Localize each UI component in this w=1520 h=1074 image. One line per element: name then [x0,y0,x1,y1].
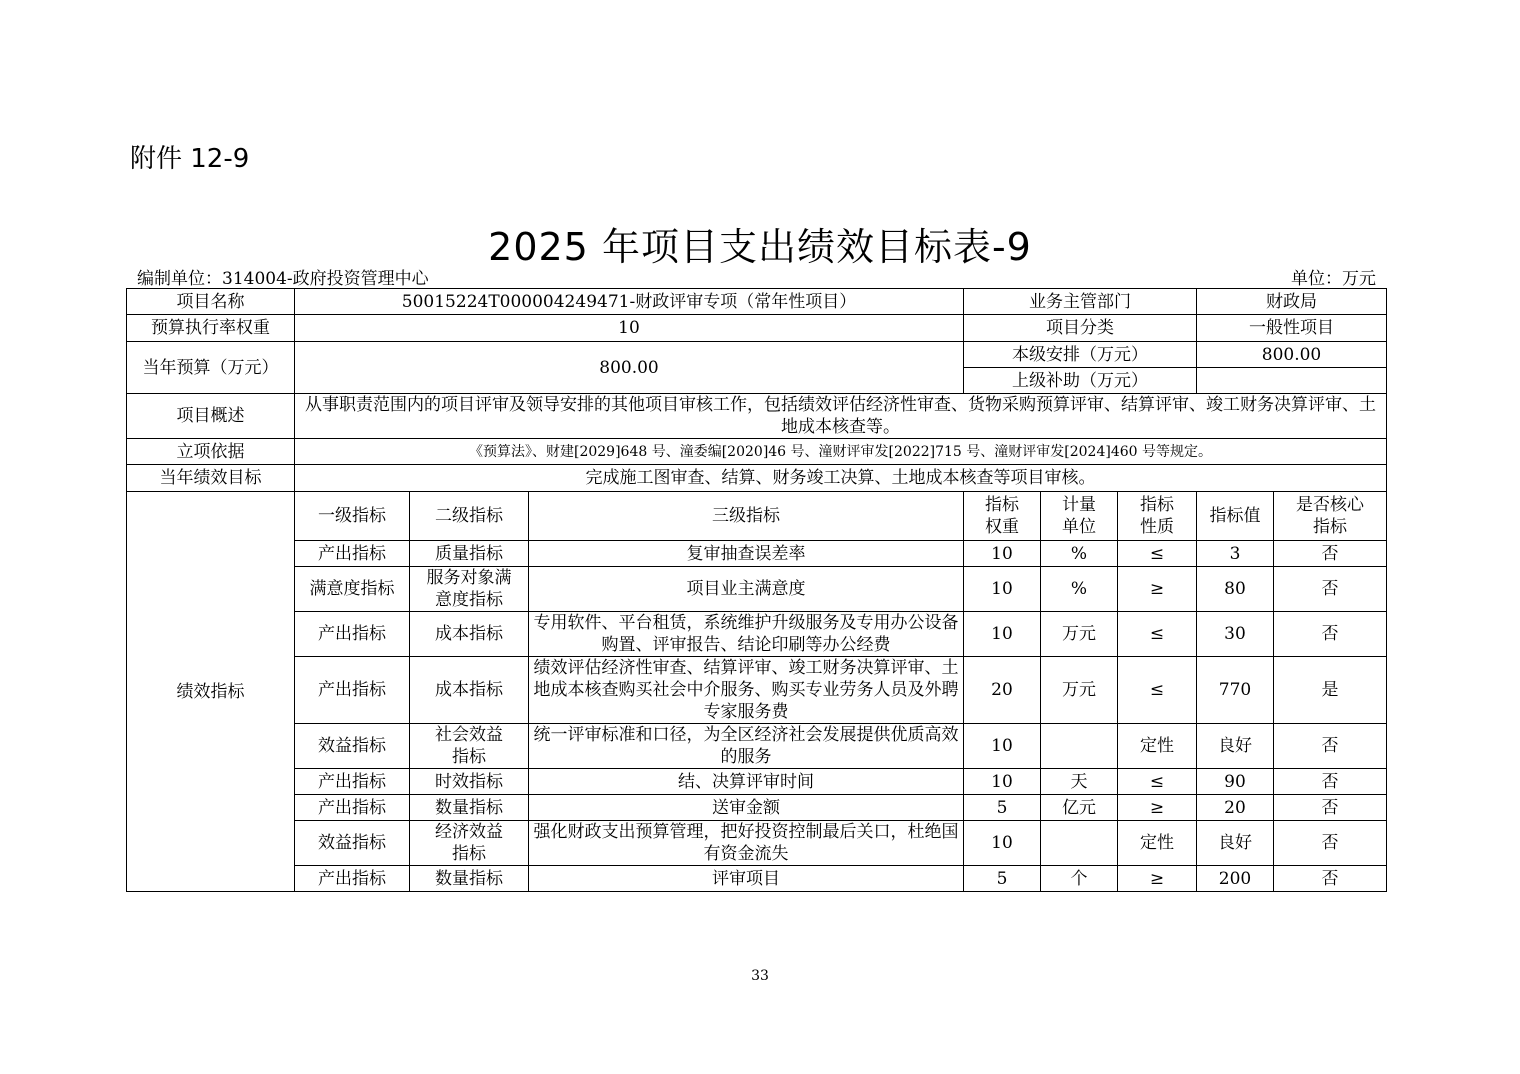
row-l1: 满意度指标 [295,567,410,612]
row-value: 200 [1197,866,1274,892]
upper-label: 上级补助（万元） [964,368,1197,394]
basis-label: 立项依据 [127,439,295,465]
row-l3: 绩效评估经济性审查、结算评审、竣工财务决算评审、土地成本核查购买社会中介服务、购买专业劳务人员及外聘专家服务费 [529,657,964,724]
row-unit: 万元 [1041,612,1118,657]
row-weight: 20 [964,657,1041,724]
dept-label: 业务主管部门 [964,289,1197,315]
row-basis [127,439,1387,465]
dept: 财政局 [1197,289,1387,315]
col-l3: 三级指标 [529,492,964,541]
performance-target-table [126,288,1387,892]
local-label: 本级安排（万元） [964,342,1197,368]
row-value: 80 [1197,567,1274,612]
row-l3: 统一评审标准和口径，为全区经济社会发展提供优质高效的服务 [529,724,964,769]
goal-label: 当年绩效目标 [127,465,295,492]
row-nature: ≥ [1118,795,1197,821]
row-nature: ≤ [1118,769,1197,795]
row-weight: 10 [964,769,1041,795]
budget-value: 800.00 [295,342,964,394]
col-nature [1118,492,1197,541]
category-value: 一般性项目 [1197,315,1387,342]
row-l2: 时效指标 [410,769,529,795]
currency-unit: 单位：万元 [1291,269,1376,289]
col-core-text: 是否核心指标 [1296,495,1364,537]
row-core: 否 [1274,541,1387,567]
row-l2: 数量指标 [410,795,529,821]
row-core: 否 [1274,724,1387,769]
row-l2 [410,567,529,612]
row-weight: 5 [964,795,1041,821]
row-unit: 个 [1041,866,1118,892]
row-l1: 产出指标 [295,541,410,567]
row-value: 30 [1197,612,1274,657]
row-unit: 万元 [1041,657,1118,724]
col-weight-text: 指标权重 [984,495,1019,537]
row-value: 3 [1197,541,1274,567]
row-core: 否 [1274,795,1387,821]
row-core: 否 [1274,567,1387,612]
weight-label: 预算执行率权重 [127,315,295,342]
row-value: 90 [1197,769,1274,795]
row-weight: 5 [964,866,1041,892]
row-project-name [127,289,1387,315]
row-l3: 项目业主满意度 [529,567,964,612]
row-l1: 产出指标 [295,657,410,724]
row-l1: 产出指标 [295,866,410,892]
table-row [127,612,1387,657]
row-l3: 强化财政支出预算管理，把好投资控制最后关口，杜绝国有资金流失 [529,821,964,866]
row-l2 [410,821,529,866]
row-core: 否 [1274,769,1387,795]
compiling-unit: 编制单位：314004-政府投资管理中心 [137,269,429,289]
row-nature: ≤ [1118,657,1197,724]
row-nature: ≥ [1118,567,1197,612]
row-budget [127,342,1387,368]
col-l1: 一级指标 [295,492,410,541]
indicators-section-label: 绩效指标 [127,492,295,892]
table-row [127,541,1387,567]
row-l3: 复审抽查误差率 [529,541,964,567]
col-core [1274,492,1387,541]
weight-value: 10 [295,315,964,342]
row-goal [127,465,1387,492]
row-value: 良好 [1197,821,1274,866]
col-weight [964,492,1041,541]
table-row [127,567,1387,612]
col-value: 指标值 [1197,492,1274,541]
row-l3: 送审金额 [529,795,964,821]
row-weight [127,315,1387,342]
table-row [127,821,1387,866]
indicator-header-row [127,492,1387,541]
row-core: 否 [1274,612,1387,657]
page-number: 33 [751,968,769,984]
row-value: 770 [1197,657,1274,724]
overview-label: 项目概述 [127,394,295,439]
row-weight: 10 [964,541,1041,567]
row-unit: 亿元 [1041,795,1118,821]
table-row [127,795,1387,821]
page-title: 2025 年项目支出绩效目标表-9 [488,225,1032,269]
row-l3: 专用软件、平台租赁，系统维护升级服务及专用办公设备购置、评审报告、结论印刷等办公经费 [529,612,964,657]
category-label: 项目分类 [964,315,1197,342]
goal-text: 完成施工图审查、结算、财务竣工决算、土地成本核查等项目审核。 [295,465,1387,492]
col-nature-text: 指标性质 [1139,495,1174,537]
attachment-label: 附件 12-9 [130,144,250,174]
row-nature: ≤ [1118,541,1197,567]
col-l2: 二级指标 [410,492,529,541]
row-unit [1041,724,1118,769]
row-value: 20 [1197,795,1274,821]
row-weight: 10 [964,724,1041,769]
row-l1: 产出指标 [295,769,410,795]
row-unit: % [1041,541,1118,567]
table-row [127,724,1387,769]
row-l1: 效益指标 [295,724,410,769]
basis-text: 《预算法》、财建[2029]648 号、潼委编[2020]46 号、潼财评审发[2022]715 号、潼财评审发[2024]460 号等规定。 [295,439,1387,465]
row-nature: 定性 [1118,724,1197,769]
row-nature: ≤ [1118,612,1197,657]
project-name-label: 项目名称 [127,289,295,315]
row-l2: 成本指标 [410,612,529,657]
row-l1: 效益指标 [295,821,410,866]
row-l2-text: 服务对象满意度指标 [426,568,512,610]
table-row [127,657,1387,724]
upper-value [1197,368,1387,394]
row-unit: 天 [1041,769,1118,795]
row-nature: 定性 [1118,821,1197,866]
col-unit-text: 计量单位 [1061,495,1096,537]
row-unit: % [1041,567,1118,612]
row-unit [1041,821,1118,866]
project-name: 50015224T000004249471-财政评审专项（常年性项目） [295,289,964,315]
row-l2-text: 社会效益指标 [435,725,503,767]
row-nature: ≥ [1118,866,1197,892]
row-overview [127,394,1387,439]
row-weight: 10 [964,612,1041,657]
row-l2: 质量指标 [410,541,529,567]
overview-text: 从事职责范围内的项目评审及领导安排的其他项目审核工作，包括绩效评估经济性审查、货物采购预算评审、结算评审、竣工财务决算评审、土地成本核查等。 [295,394,1387,439]
table-row [127,769,1387,795]
row-l3: 评审项目 [529,866,964,892]
row-l1: 产出指标 [295,612,410,657]
row-core: 是 [1274,657,1387,724]
local-value: 800.00 [1197,342,1387,368]
row-l2-text: 经济效益指标 [435,822,503,864]
row-l1: 产出指标 [295,795,410,821]
col-unit [1041,492,1118,541]
row-core: 否 [1274,866,1387,892]
row-weight: 10 [964,821,1041,866]
row-weight: 10 [964,567,1041,612]
row-l2: 成本指标 [410,657,529,724]
row-core: 否 [1274,821,1387,866]
row-l2: 数量指标 [410,866,529,892]
row-l2 [410,724,529,769]
row-value: 良好 [1197,724,1274,769]
table-row [127,866,1387,892]
budget-label: 当年预算（万元） [127,342,295,394]
row-l3: 结、决算评审时间 [529,769,964,795]
